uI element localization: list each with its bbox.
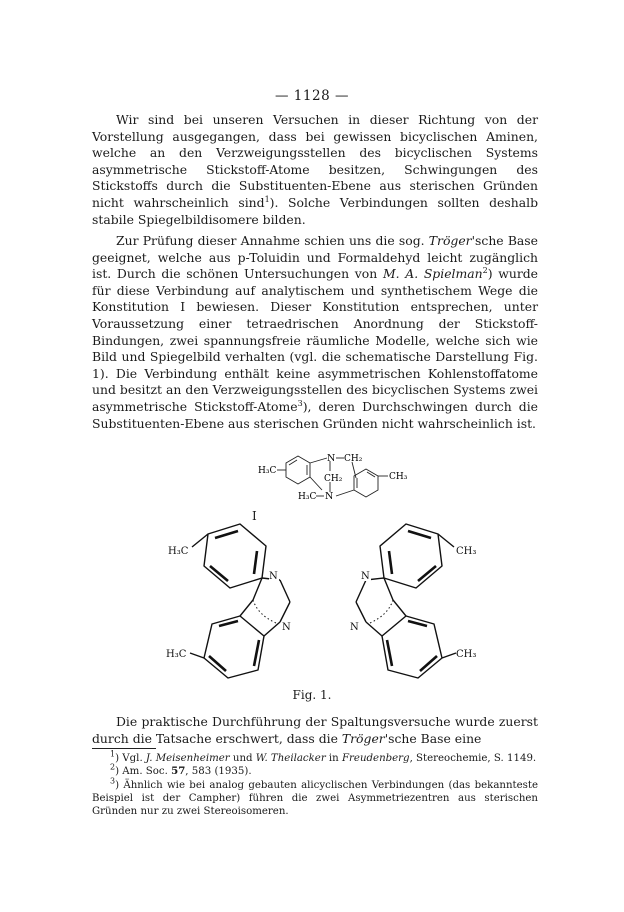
paragraph-3 (92, 714, 538, 747)
footnote-divider (92, 748, 156, 749)
footnote-3 (92, 776, 538, 819)
paragraph-2-text-a: Zur Prüfung dieser Annahme schien uns die sog. (116, 233, 429, 248)
formula-h3c-bot: H₃C (298, 492, 317, 502)
left-model-top-methyl: H₃C (168, 546, 189, 557)
footnote-ref-1: 1 (264, 194, 270, 204)
mirror-image-models (158, 520, 488, 685)
footnote-2-number: 2 (110, 762, 116, 772)
footnote-1-text-d: , Stereochemie, S. 1149. (409, 753, 537, 764)
left-model-n-upper: N (269, 571, 278, 582)
footnote-1-text-b: und (229, 753, 256, 764)
paragraph-2-text-c: ) wurde für diese Verbindung auf analytischem und synthetischem Wege die Konstitution I bewiesen. Dieser Konstitution entsprechen, unter Voraussetzung einer tetraedrischen Anordnung der Stickstoff-Bindungen, zwei spannungsfreie räumliche Modelle, welche sich wie Bild und Spiegelbild verhalten (vgl. die schematische Darstellung Fig. 1). Die Verbindung enthält keine asymmetrischen Kohlenstoffatome und besitzt an den Verzweigungsstellen des bicyclischen Systems zwei asymmetrische Stickstoff-Atome (92, 266, 539, 414)
paragraph-2-text-b: 'sche Base geeignet, welche aus p-Toluidin und Formaldehyd leicht zugänglich ist. Durch die schönen Untersuchungen von (92, 233, 539, 282)
left-model-bottom-methyl: H₃C (166, 649, 187, 660)
footnote-ref-3: 3 (297, 398, 303, 408)
left-model (190, 524, 290, 678)
paragraph-2-text-d: ), deren Durchschwingen durch die Substituenten-Ebene aus sterischen Gründen nicht wahrscheinlich ist. (92, 398, 539, 431)
footnote-1-text-a: ) Vgl. (115, 753, 146, 764)
formula-ch2-top: CH₂ (344, 454, 363, 464)
footnote-2-volume: 57 (171, 765, 186, 778)
figure-caption: Fig. 1. (292, 688, 332, 702)
author-troeger: Tröger (428, 233, 472, 248)
structural-formula-I (236, 452, 426, 522)
author-spielman: M. A. Spielman (382, 266, 483, 282)
right-model-n-upper: N (361, 571, 370, 582)
formula-n-top: N (327, 453, 336, 464)
paragraph-3-text-b: 'sche Base eine (384, 730, 482, 746)
formula-h3c-left: H₃C (258, 466, 277, 476)
formula-label: I (252, 509, 257, 523)
footnotes (92, 749, 538, 818)
author-troeger-2: Tröger (341, 730, 385, 746)
footnote-1 (92, 749, 538, 765)
footnote-3-number: 3 (110, 776, 116, 786)
paragraph-2 (92, 233, 538, 432)
left-model-n-lower: N (282, 622, 291, 633)
footnote-ref-2: 2 (482, 266, 488, 276)
right-benzene-ring (354, 469, 378, 497)
paragraph-1 (92, 112, 538, 228)
formula-ch3-right: CH₃ (389, 472, 408, 482)
footnote-1-number: 1 (110, 749, 116, 759)
footnote-2 (92, 762, 538, 778)
page-number: — 1128 — (275, 88, 349, 104)
footnote-1-author-meisenheimer: J. Meisenheimer (145, 753, 230, 764)
left-benzene-ring (286, 456, 310, 484)
paragraph-3-text-a: Die praktische Durchführung der Spaltungsversuche wurde zuerst durch die Tatsache erschwert, dass die (92, 714, 538, 746)
right-model-bottom-methyl: CH₃ (456, 649, 477, 660)
formula-n-bot: N (325, 491, 334, 502)
footnote-3-text: ) Ähnlich wie bei analog gebauten alicyclischen Verbindungen (das bekannteste Beispiel ist der Campher) führen die zwei Asymmetriezentren aus sterischen Gründen nur zu zwei Stereoisomeren. (92, 779, 538, 818)
right-model-n-lower: N (350, 622, 359, 633)
footnote-2-text-a: ) Am. Soc. (115, 766, 172, 778)
formula-ch2-mid: CH₂ (324, 474, 343, 484)
footnote-1-text-c: in (325, 753, 342, 764)
right-model (356, 524, 456, 678)
paragraph-1-text-a: Wir sind bei unseren Versuchen in dieser Richtung von der Vorstellung ausgegangen, dass bei gewissen bicyclischen Aminen, welche an den Verzweigungsstellen des bicyclischen Systems asymmetrische Stickstoff-Atome besitzen, Schwingungen des Stickstoffs durch die Substituenten-Ebene aus sterischen Gründen nicht wahrscheinlich sind (92, 112, 538, 210)
right-model-top-methyl: CH₃ (456, 546, 477, 557)
footnote-1-author-freudenberg: Freudenberg (341, 753, 410, 764)
paragraph-1-text-b: ). Solche Verbindungen sollten deshalb stabile Spiegelbildisomere bilden. (92, 194, 538, 227)
footnote-2-text-b: , 583 (1935). (185, 766, 252, 778)
footnote-1-author-theilacker: W. Theilacker (255, 753, 326, 764)
